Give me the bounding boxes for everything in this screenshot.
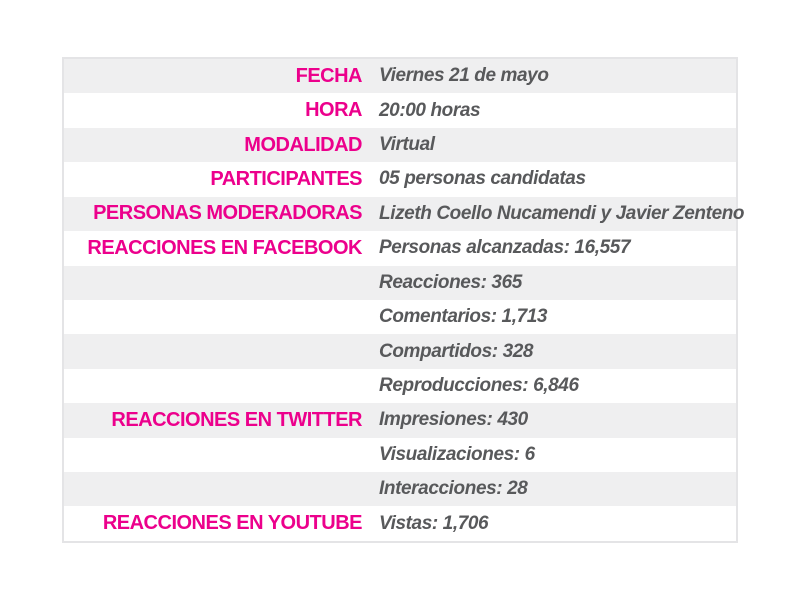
row-value: Reacciones: 365	[379, 271, 522, 293]
row-value: Comentarios: 1,713	[379, 306, 548, 328]
row-value: Personas alcanzadas: 16,557	[379, 237, 631, 259]
table-row	[64, 334, 736, 368]
row-value: Compartidos: 328	[379, 340, 534, 362]
row-label: PARTICIPANTES	[210, 167, 362, 190]
row-label: REACCIONES EN TWITTER	[111, 408, 362, 431]
info-table	[62, 57, 745, 543]
row-value: Virtual	[379, 134, 435, 156]
table-row	[64, 506, 736, 540]
table-row	[64, 128, 736, 162]
table-row	[64, 197, 745, 231]
row-value: Interacciones: 28	[379, 478, 528, 500]
table-row	[64, 231, 736, 265]
table-row	[64, 59, 736, 93]
table-row	[64, 162, 736, 196]
row-value: Visualizaciones: 6	[379, 443, 535, 465]
row-value: Reproducciones: 6,846	[379, 375, 579, 396]
row-value: Viernes 21 de mayo	[379, 65, 549, 87]
row-value: 05 personas candidatas	[379, 168, 586, 190]
table-row	[64, 266, 736, 300]
row-label: MODALIDAD	[244, 133, 362, 156]
row-label: REACCIONES EN FACEBOOK	[87, 236, 362, 259]
table-row	[64, 472, 736, 506]
row-value: Impresiones: 430	[379, 409, 528, 431]
table-row	[64, 369, 736, 403]
row-label: HORA	[305, 99, 362, 122]
row-label: FECHA	[295, 64, 362, 87]
row-label: PERSONAS MODERADORAS	[93, 202, 362, 225]
row-label: REACCIONES EN YOUTUBE	[102, 512, 362, 535]
table-row	[64, 93, 736, 127]
table-row	[64, 438, 736, 472]
row-value: Lizeth Coello Nucamendi y Javier Zenteno	[379, 202, 745, 224]
table-row	[64, 403, 736, 437]
row-value: 20:00 horas	[379, 99, 481, 121]
table-row	[64, 300, 736, 334]
row-value: Vistas: 1,706	[379, 512, 489, 534]
